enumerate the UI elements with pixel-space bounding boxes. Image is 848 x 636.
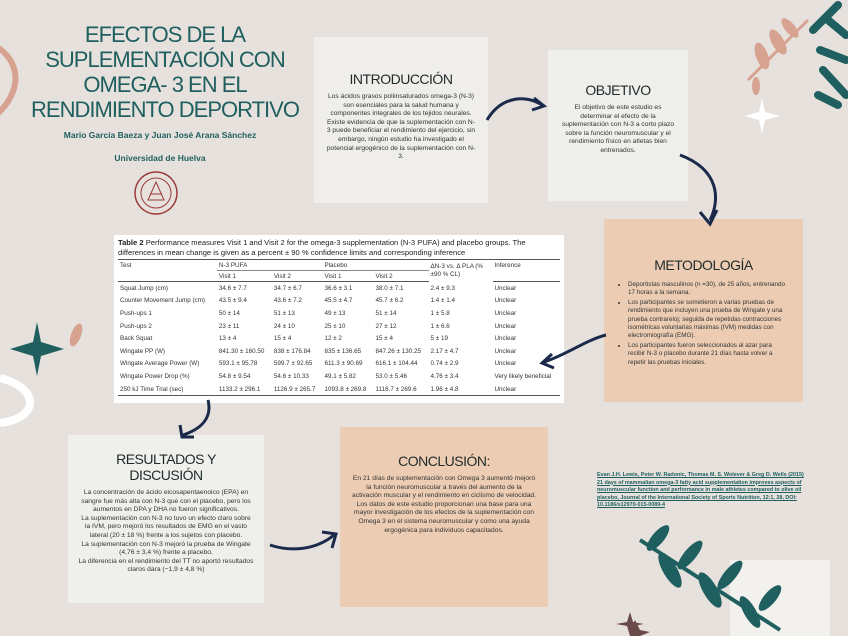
- table-cell: 1133.2 ± 296.1: [217, 383, 272, 396]
- results-body: La concentración de ácido eicosapentaenoico (EPA) en sangre fue más alta con N-3 que con el placebo, pero los aumentos en DPA y DHA no fueron significativos. La suplementación con N-3 no tuvo un efecto claro sobre la IVM, pero mejoró los resultados de EMG en el vasto lateral (20 ± 18 %) frente a los sujetos con placebo. La suplementación con N-3 mejoró la prueba de Wingate (4,76 ± 3,4 %) frente a placebo. La diferencia en el rendimiento del TT no aportó resultados claros dara (−1,9 ± 4,8 %): [78, 489, 254, 574]
- arrow-table-to-results: [168, 395, 218, 445]
- table-cell: 15 ± 4: [375, 335, 393, 343]
- methodology-heading: METODOLOGÍA: [654, 257, 753, 273]
- col-pla-visit2: Visit 2: [374, 271, 429, 282]
- performance-table-figure: [114, 235, 564, 403]
- table-cell: 51 ± 14: [375, 309, 397, 317]
- decor-leaf-branch-topright: [728, 0, 848, 110]
- table-cell: 15 ± 4: [273, 335, 292, 343]
- conclusion-body: En 21 días de suplementación con Omega 3 aumentó mejoró la función neuromuscular a través del aumento de la activación muscular y el rendimiento en ciclismo de velocidad. Los datos de este estudio proporcionan una base para una mayor investigación de los efectos de la suplementación con Omega 3 en el sistema neuromuscular y como una ayuda ergogénica para individuos capacitados.: [352, 475, 536, 534]
- decor-arc-left: [0, 368, 40, 428]
- table-cell: Unclear: [494, 284, 517, 292]
- table-cell: Wingate Power Drop (%): [120, 372, 190, 380]
- decor-leaf-left: [66, 320, 86, 350]
- table-cell: 250 kJ Time Trial (sec): [118, 383, 217, 396]
- methodology-card: [604, 219, 803, 402]
- table-cell: 34.6 ± 7.7: [218, 284, 247, 292]
- decor-plant-bottomright: [630, 520, 830, 636]
- intro-body: Los ácidos grasos poliinsaturados omega-3 (N-3) son esenciales para la salud humana y componentes integrales de los tejidos neurales. Existe evidencia de que la suplementación con N-3 puede beneficiar el rendimiento del ejercicio, sin embargo, ningún estudio ha investigado el potencial ergogénico de la suplementación con N-3.: [326, 93, 476, 161]
- decor-star-white: [744, 98, 780, 134]
- table-caption-label: Table 2: [118, 238, 144, 247]
- table-cell: 599.7 ± 92.65: [273, 360, 313, 368]
- table-cell: 611.3 ± 90.69: [324, 360, 363, 368]
- table-cell: 23 ± 11: [218, 322, 240, 330]
- table-caption: [118, 238, 560, 257]
- arrow-methodology-to-table: [536, 330, 610, 370]
- table-cell: 25 ± 10: [324, 322, 346, 330]
- table-cell: Very likely beneficial: [494, 372, 552, 380]
- title-line-1: EFECTOS DE LA: [84, 22, 246, 47]
- table-cell: 1 ± 5.8: [430, 309, 450, 317]
- col-test: Test: [118, 260, 217, 271]
- table-cell: 50 ± 14: [218, 309, 240, 317]
- table-cell: 24 ± 10: [273, 322, 295, 330]
- table-cell: 49 ± 13: [324, 309, 346, 317]
- table-cell: 34.7 ± 6.7: [273, 284, 302, 292]
- authors: Mario García Baeza y Juan José Arana Sánchez: [63, 130, 257, 140]
- table-cell: 43.5 ± 9.4: [218, 297, 247, 305]
- table-caption-text: Performance measures Visit 1 and Visit 2 for the omega-3 supplementation (N-3 PUFA) and placebo groups. The differences in mean change is given as a percent ± 90 % confidence limits and corresponding inference: [118, 238, 526, 257]
- col-n3-visit2: Visit 2: [272, 271, 323, 282]
- performance-table: [118, 259, 560, 396]
- table-cell: 45.7 ± 6.2: [375, 297, 404, 305]
- objective-body: El objetivo de este estudio es determinar el efecto de la suplementación con N-3 a corto plazo sobre la función neuromuscular y el rendimiento físico en atletas bien entrenados.: [561, 104, 675, 154]
- table-cell: 36.6 ± 3.1: [324, 284, 353, 292]
- table-cell: 27 ± 12: [375, 322, 397, 330]
- objective-card: [548, 50, 688, 201]
- table-cell: Back Squat: [120, 335, 153, 343]
- table-cell: Unclear: [494, 309, 517, 317]
- conclusion-heading: CONCLUSIÓN:: [398, 453, 490, 469]
- table-cell: 1.4 ± 1.4: [430, 297, 455, 305]
- table-cell: 13 ± 4: [218, 335, 237, 343]
- table-cell: 54.8 ± 9.54: [218, 372, 251, 380]
- table-cell: 38.0 ± 7.1: [375, 284, 404, 292]
- table-cell: 49.1 ± 5.82: [324, 372, 356, 380]
- table-row: [118, 307, 560, 320]
- table-cell: Counter Movement Jump (cm): [120, 297, 206, 305]
- table-cell: 45.5 ± 4.7: [324, 297, 353, 305]
- col-inference: Inference: [493, 260, 561, 271]
- table-cell: Push-ups 1: [120, 309, 152, 317]
- table-cell: 1093.8 ± 269.8: [322, 383, 373, 396]
- table-cell: Unclear: [494, 335, 517, 343]
- table-row: [118, 282, 560, 295]
- col-delta: ΔN-3 vs. Δ PLA (% ±90 % CL): [429, 260, 493, 282]
- table-row: [118, 332, 560, 345]
- table-cell: 1126.9 ± 265.7: [272, 383, 323, 396]
- title-line-3: OMEGA- 3 EN EL: [83, 72, 247, 97]
- table-cell: Unclear: [494, 322, 517, 330]
- table-row: [118, 295, 560, 308]
- university-seal-logo: [133, 170, 179, 216]
- table-cell: 53.0 ± 5.46: [375, 372, 407, 380]
- table-cell: 2.17 ± 4.7: [430, 347, 459, 355]
- intro-heading: INTRODUCCIÓN: [349, 71, 453, 87]
- table-cell: Unclear: [493, 383, 561, 396]
- table-cell: 835 ± 136.65: [324, 347, 362, 355]
- table-cell: 12 ± 2: [324, 335, 342, 343]
- col-n3-visit1: Visit 1: [217, 271, 272, 282]
- methodology-list: [618, 281, 789, 367]
- methodology-item: • Los participantes se sometieron a varias pruebas de rendimiento que incluyen una prueba de Wingate y una prueba contrareloj; seguida de repetidas contracciones isométricas voluntarias máximas (IVM) medidas con electromiografía (EMG).: [628, 299, 789, 341]
- table-row: [118, 358, 560, 371]
- table-cell: 847.26 ± 130.25: [375, 347, 422, 355]
- table-cell: 2.4 ± 9.3: [430, 284, 455, 292]
- results-heading: RESULTADOS Y DISCUSIÓN: [116, 451, 216, 483]
- table-cell: Unclear: [494, 360, 517, 368]
- intro-card: [314, 37, 488, 203]
- table-cell: 838 ± 176.84: [273, 347, 311, 355]
- table-cell: Squat Jump (cm): [120, 284, 168, 292]
- title-line-4: RENDIMIENTO DEPORTIVO: [31, 97, 299, 122]
- results-card: [68, 435, 264, 603]
- title-line-2: SUPLEMENTACIÓN CON: [45, 47, 285, 72]
- table-row: [118, 320, 560, 333]
- table-cell: 1.96 ± 4.8: [429, 383, 493, 396]
- table-cell: 1116.7 ± 269.6: [374, 383, 429, 396]
- table-cell: Unclear: [494, 347, 517, 355]
- table-cell: Push-ups 2: [120, 322, 152, 330]
- reference-link[interactable]: Evan J.H. Lewis, Peter W. Radonic, Thomas M. S. Wolever & Greg D. Wells (2015) 21 days of mammalian omega-3 fatty acid supplementation improves aspects of neuromuscular function and performance in male athletes compared to olive oil placebo, Journal of the International Society of Sports Nutrition, 12:1, 28, DOI: 10.1186/s12970-015-0089-4: [597, 472, 804, 509]
- table-cell: 51 ± 13: [273, 309, 295, 317]
- table-cell: 43.6 ± 7.2: [273, 297, 302, 305]
- methodology-item: • Deportistas masculinos (n =30), de 25 años, entrenando 17 horas a la semana.: [628, 281, 789, 298]
- table-cell: 4.76 ± 3.4: [430, 372, 459, 380]
- col-n3: N-3 PUFA: [217, 260, 323, 271]
- objective-heading: OBJETIVO: [585, 82, 651, 98]
- table-row: [118, 345, 560, 358]
- table-cell: 1 ± 6.6: [430, 322, 450, 330]
- table-cell: 5 ± 19: [430, 335, 448, 343]
- arrow-objective-to-methodology: [670, 150, 730, 230]
- table-cell: 841.30 ± 160.50: [218, 347, 265, 355]
- table-cell: Wingate PP (W): [120, 347, 166, 355]
- conclusion-card: [340, 427, 548, 607]
- methodology-item: • Los participantes fueron seleccionados al azar para recibir N-3 o placebo durante 21 días hasta volver a repetir las pruebas iniciales.: [628, 342, 789, 367]
- decor-star-brown: [616, 612, 644, 636]
- university: Universidad de Huelva: [114, 153, 206, 163]
- col-pla-visit1: Visit 1: [322, 271, 373, 282]
- arrow-results-to-conclusion: [266, 520, 342, 560]
- table-cell: Wingate Average Power (W): [120, 360, 200, 368]
- table-row: [118, 370, 560, 383]
- table-cell: 0.74 ± 2.9: [430, 360, 459, 368]
- table-cell: 616.1 ± 104.44: [375, 360, 418, 368]
- table-cell: Unclear: [494, 297, 517, 305]
- arrow-intro-to-objective: [482, 90, 552, 130]
- table-cell: 54.6 ± 10.33: [273, 372, 309, 380]
- table-row: [118, 383, 560, 396]
- table-cell: 593.1 ± 95.78: [218, 360, 258, 368]
- poster-title: [20, 22, 310, 122]
- col-placebo: Placebo: [322, 260, 428, 271]
